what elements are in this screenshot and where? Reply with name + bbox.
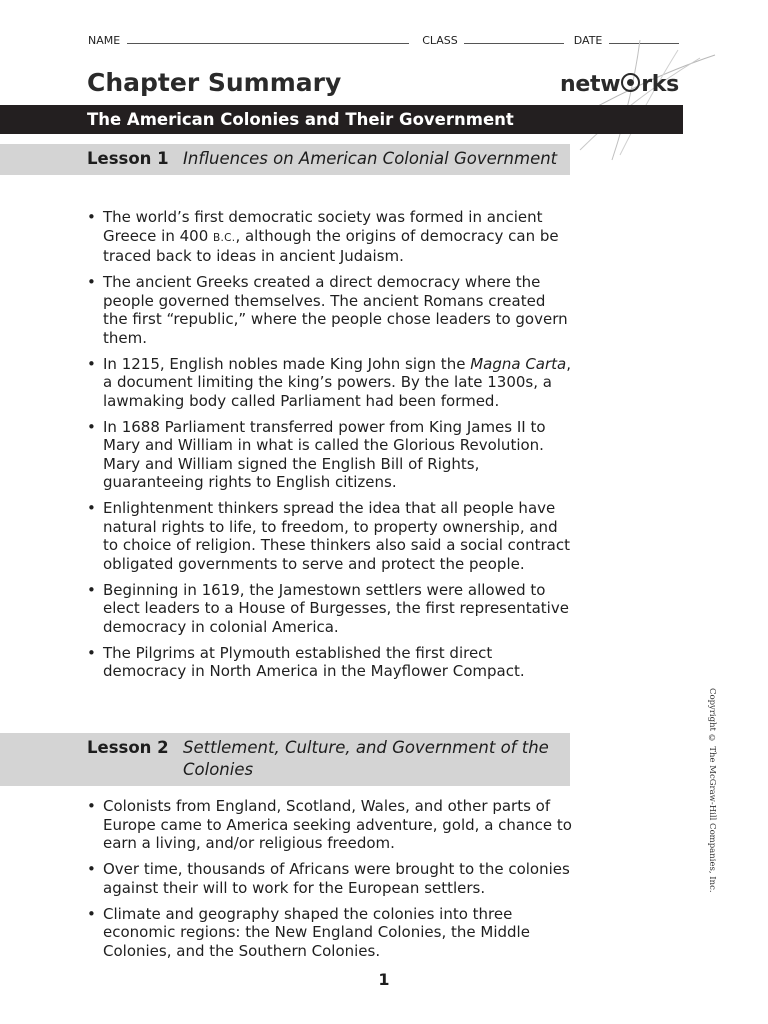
list-item: • The ancient Greeks created a direct democracy where the people governed themselves. The ancient Romans created the first “republic,” where the people chose leaders to govern them. bbox=[87, 273, 573, 347]
name-label: NAME bbox=[88, 34, 121, 47]
document-title: Magna Carta bbox=[470, 354, 567, 373]
lesson-2-summary-list bbox=[87, 797, 573, 968]
list-item bbox=[87, 355, 573, 411]
bullet-text: , a document limiting the king’s powers. By the late 1300s, a lawmaking body called Parliament had been formed. bbox=[103, 354, 572, 410]
list-item: • Climate and geography shaped the colonies into three economic regions: the New England Colonies, the Middle Colonies, and the Southern Colonies. bbox=[87, 905, 573, 961]
networks-logo bbox=[560, 72, 679, 97]
page-title: Chapter Summary bbox=[87, 68, 342, 97]
page-number: 1 bbox=[378, 970, 390, 989]
list-item bbox=[87, 208, 573, 266]
class-label: CLASS bbox=[422, 34, 458, 47]
chapter-banner: The American Colonies and Their Government bbox=[0, 105, 683, 134]
lesson-1-summary-list bbox=[87, 208, 573, 688]
logo-text-start: netw bbox=[560, 72, 621, 97]
logo-circle-icon bbox=[621, 73, 640, 92]
lesson-2-title: Settlement, Culture, and Government of the Colonies bbox=[183, 738, 549, 779]
copyright-notice: Copyright © The McGraw-Hill Companies, Inc. bbox=[707, 688, 717, 893]
list-item: • Beginning in 1619, the Jamestown settlers were allowed to elect leaders to a House of Burgesses, the first representative democracy in colonial America. bbox=[87, 581, 573, 637]
lesson-1-title: Influences on American Colonial Government bbox=[183, 149, 558, 168]
list-item: • Over time, thousands of Africans were brought to the colonies against their will to work for the European settlers. bbox=[87, 860, 573, 897]
lesson-2-number: Lesson 2 bbox=[87, 738, 169, 757]
era-abbreviation: B.C. bbox=[213, 231, 236, 244]
name-field-line[interactable] bbox=[127, 33, 409, 44]
lesson-1-header bbox=[0, 144, 570, 175]
lesson-1-number: Lesson 1 bbox=[87, 149, 169, 168]
list-item: • In 1688 Parliament transferred power from King James II to Mary and William in what is called the Glorious Revolution. Mary and William signed the English Bill of Rights, guaranteeing rights to English citizens. bbox=[87, 418, 573, 492]
logo-text-end: rks bbox=[641, 72, 679, 97]
date-label: DATE bbox=[573, 34, 603, 47]
list-item: • Colonists from England, Scotland, Wales, and other parts of Europe came to America seeking adventure, gold, a chance to earn a living, and/or religious freedom. bbox=[87, 797, 573, 853]
list-item: • Enlightenment thinkers spread the idea that all people have natural rights to life, to freedom, to property ownership, and to choice of religion. These thinkers also said a social contract obligated governments to serve and protect the people. bbox=[87, 499, 573, 573]
list-item: • The Pilgrims at Plymouth established the first direct democracy in North America in the Mayflower Compact. bbox=[87, 644, 573, 681]
bullet-text: In 1215, English nobles made King John sign the bbox=[103, 354, 471, 373]
bullet-text: , although the origins of democracy can be traced back to ideas in ancient Judaism. bbox=[103, 226, 559, 265]
bullet-text: The world’s first democratic society was formed in ancient Greece in 400 bbox=[103, 208, 543, 245]
lesson-2-header bbox=[0, 733, 570, 786]
